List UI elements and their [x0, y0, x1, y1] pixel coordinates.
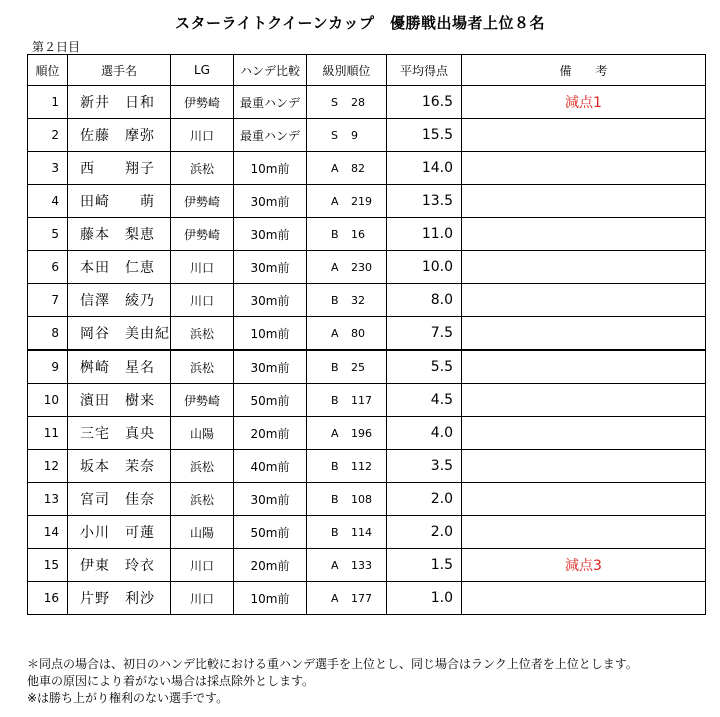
avg-points-cell: 14.0 — [387, 152, 462, 185]
class-rank-cell — [307, 483, 387, 516]
header-row — [28, 55, 706, 86]
handicap-cell: 30m前 — [234, 218, 307, 251]
remarks-cell — [462, 185, 706, 218]
rider-name-cell: 佐藤 摩弥 — [68, 119, 171, 152]
table-row — [28, 350, 706, 384]
table-row — [28, 516, 706, 549]
class-letter: B — [331, 393, 339, 407]
class-letter: B — [331, 525, 339, 539]
table-row — [28, 450, 706, 483]
class-rank-cell — [307, 582, 387, 615]
handicap-cell: 10m前 — [234, 152, 307, 185]
avg-points-cell: 16.5 — [387, 86, 462, 119]
remarks-cell — [462, 218, 706, 251]
class-rank-cell — [307, 516, 387, 549]
rank-cell: 5 — [28, 218, 68, 251]
rider-name-cell: 三宅 真央 — [68, 417, 171, 450]
footnote-no-advance: ※は勝ち上がり権利のない選手です。 — [27, 691, 229, 705]
table-row — [28, 417, 706, 450]
table-row — [28, 86, 706, 119]
class-number: 177 — [351, 591, 372, 605]
class-letter: A — [331, 194, 339, 208]
rank-cell: 13 — [28, 483, 68, 516]
table-row — [28, 582, 706, 615]
handicap-cell: 10m前 — [234, 317, 307, 351]
table-row — [28, 152, 706, 185]
class-letter: A — [331, 426, 339, 440]
class-letter: A — [331, 260, 339, 274]
handicap-cell: 10m前 — [234, 582, 307, 615]
class-rank-cell — [307, 185, 387, 218]
rank-cell: 12 — [28, 450, 68, 483]
handicap-cell: 20m前 — [234, 549, 307, 582]
class-rank-cell — [307, 86, 387, 119]
lg-cell: 川口 — [171, 582, 234, 615]
class-number: 112 — [351, 459, 372, 473]
handicap-cell: 30m前 — [234, 483, 307, 516]
class-number: 28 — [351, 95, 365, 109]
table-row — [28, 317, 706, 351]
rider-name-cell: 坂本 茉奈 — [68, 450, 171, 483]
class-number: 25 — [351, 360, 365, 374]
lg-cell: 伊勢崎 — [171, 86, 234, 119]
handicap-cell: 30m前 — [234, 350, 307, 384]
avg-points-cell: 2.0 — [387, 483, 462, 516]
rank-cell: 8 — [28, 317, 68, 351]
class-rank-cell — [307, 152, 387, 185]
avg-points-cell: 11.0 — [387, 218, 462, 251]
rider-name-cell: 小川 可蓮 — [68, 516, 171, 549]
class-number: 16 — [351, 227, 365, 241]
class-number: 114 — [351, 525, 372, 539]
handicap-cell: 30m前 — [234, 251, 307, 284]
lg-cell: 山陽 — [171, 516, 234, 549]
rank-cell: 2 — [28, 119, 68, 152]
rank-cell: 6 — [28, 251, 68, 284]
remarks-cell — [462, 284, 706, 317]
remarks-cell — [462, 582, 706, 615]
rider-name-cell: 伊東 玲衣 — [68, 549, 171, 582]
avg-points-cell: 5.5 — [387, 350, 462, 384]
lg-cell: 川口 — [171, 251, 234, 284]
remarks-cell: 減点3 — [462, 549, 706, 582]
avg-points-cell: 4.5 — [387, 384, 462, 417]
page-title: スターライトクイーンカップ 優勝戦出場者上位８名 — [174, 14, 546, 32]
class-number: 80 — [351, 326, 365, 340]
avg-points-cell: 1.5 — [387, 549, 462, 582]
day-label: 第２日目 — [32, 40, 81, 54]
class-number: 133 — [351, 558, 372, 572]
rank-cell: 10 — [28, 384, 68, 417]
class-number: 230 — [351, 260, 372, 274]
handicap-cell: 30m前 — [234, 284, 307, 317]
class-letter: A — [331, 591, 339, 605]
handicap-cell: 50m前 — [234, 516, 307, 549]
table-row — [28, 384, 706, 417]
rider-name-cell: 信澤 綾乃 — [68, 284, 171, 317]
handicap-cell: 最重ハンデ — [234, 86, 307, 119]
handicap-cell: 最重ハンデ — [234, 119, 307, 152]
remarks-cell — [462, 516, 706, 549]
lg-cell: 川口 — [171, 549, 234, 582]
handicap-cell: 40m前 — [234, 450, 307, 483]
header-lg: LG — [171, 55, 234, 86]
header-class-rank: 級別順位 — [307, 55, 387, 86]
table-row — [28, 284, 706, 317]
avg-points-cell: 15.5 — [387, 119, 462, 152]
rank-cell: 1 — [28, 86, 68, 119]
class-rank-cell — [307, 119, 387, 152]
avg-points-cell: 7.5 — [387, 317, 462, 351]
rank-cell: 3 — [28, 152, 68, 185]
class-rank-cell — [307, 549, 387, 582]
table-row — [28, 119, 706, 152]
footnote-exclusion: 他車の原因により着がない場合は採点除外とします。 — [27, 674, 315, 688]
rider-name-cell: 本田 仁恵 — [68, 251, 171, 284]
class-rank-cell — [307, 284, 387, 317]
class-number: 82 — [351, 161, 365, 175]
lg-cell: 浜松 — [171, 152, 234, 185]
class-number: 9 — [351, 128, 358, 142]
class-rank-cell — [307, 251, 387, 284]
remarks-cell — [462, 119, 706, 152]
avg-points-cell: 4.0 — [387, 417, 462, 450]
rank-cell: 4 — [28, 185, 68, 218]
class-rank-cell — [307, 450, 387, 483]
class-number: 32 — [351, 293, 365, 307]
remarks-cell — [462, 417, 706, 450]
class-number: 196 — [351, 426, 372, 440]
remarks-cell — [462, 152, 706, 185]
rider-name-cell: 桝崎 星名 — [68, 350, 171, 384]
remarks-cell — [462, 251, 706, 284]
avg-points-cell: 8.0 — [387, 284, 462, 317]
lg-cell: 伊勢崎 — [171, 185, 234, 218]
rank-cell: 7 — [28, 284, 68, 317]
class-letter: B — [331, 459, 339, 473]
footnote-tiebreak: ＊同点の場合は、初日のハンデ比較における重ハンデ選手を上位とし、同じ場合はランク上位者を上位とします。 — [27, 657, 638, 671]
lg-cell: 浜松 — [171, 350, 234, 384]
rider-name-cell: 宮司 佳奈 — [68, 483, 171, 516]
avg-points-cell: 13.5 — [387, 185, 462, 218]
rank-cell: 14 — [28, 516, 68, 549]
class-number: 108 — [351, 492, 372, 506]
lg-cell: 浜松 — [171, 450, 234, 483]
lg-cell: 浜松 — [171, 483, 234, 516]
class-letter: A — [331, 161, 339, 175]
handicap-cell: 30m前 — [234, 185, 307, 218]
lg-cell: 山陽 — [171, 417, 234, 450]
header-name: 選手名 — [68, 55, 171, 86]
class-letter: B — [331, 360, 339, 374]
rider-name-cell: 片野 利沙 — [68, 582, 171, 615]
handicap-cell: 20m前 — [234, 417, 307, 450]
class-rank-cell — [307, 218, 387, 251]
rider-name-cell: 田崎 萌 — [68, 185, 171, 218]
class-rank-cell — [307, 384, 387, 417]
rank-cell: 9 — [28, 350, 68, 384]
class-number: 117 — [351, 393, 372, 407]
footnotes — [27, 656, 638, 707]
rank-cell: 16 — [28, 582, 68, 615]
remarks-cell — [462, 384, 706, 417]
rider-name-cell: 新井 日和 — [68, 86, 171, 119]
lg-cell: 浜松 — [171, 317, 234, 351]
header-rank: 順位 — [28, 55, 68, 86]
header-handicap: ハンデ比較 — [234, 55, 307, 86]
rider-name-cell: 濱田 樹来 — [68, 384, 171, 417]
rider-name-cell: 西 翔子 — [68, 152, 171, 185]
header-remarks: 備 考 — [462, 55, 706, 86]
lg-cell: 伊勢崎 — [171, 218, 234, 251]
rank-cell: 11 — [28, 417, 68, 450]
class-number: 219 — [351, 194, 372, 208]
class-letter: S — [331, 128, 338, 142]
class-letter: A — [331, 326, 339, 340]
remarks-cell — [462, 317, 706, 351]
header-avg-points: 平均得点 — [387, 55, 462, 86]
rank-cell: 15 — [28, 549, 68, 582]
remarks-cell: 減点1 — [462, 86, 706, 119]
avg-points-cell: 3.5 — [387, 450, 462, 483]
table-row — [28, 185, 706, 218]
class-letter: A — [331, 558, 339, 572]
standings-table — [27, 54, 706, 615]
avg-points-cell: 1.0 — [387, 582, 462, 615]
class-rank-cell — [307, 317, 387, 351]
lg-cell: 川口 — [171, 119, 234, 152]
class-rank-cell — [307, 417, 387, 450]
table-row — [28, 251, 706, 284]
class-letter: B — [331, 227, 339, 241]
class-letter: B — [331, 293, 339, 307]
class-letter: B — [331, 492, 339, 506]
table-row — [28, 483, 706, 516]
table-row — [28, 549, 706, 582]
avg-points-cell: 2.0 — [387, 516, 462, 549]
class-letter: S — [331, 95, 338, 109]
rider-name-cell: 藤本 梨恵 — [68, 218, 171, 251]
table-row — [28, 218, 706, 251]
lg-cell: 川口 — [171, 284, 234, 317]
class-rank-cell — [307, 350, 387, 384]
lg-cell: 伊勢崎 — [171, 384, 234, 417]
handicap-cell: 50m前 — [234, 384, 307, 417]
avg-points-cell: 10.0 — [387, 251, 462, 284]
rider-name-cell: 岡谷 美由紀 — [68, 317, 171, 351]
remarks-cell — [462, 450, 706, 483]
remarks-cell — [462, 483, 706, 516]
remarks-cell — [462, 350, 706, 384]
